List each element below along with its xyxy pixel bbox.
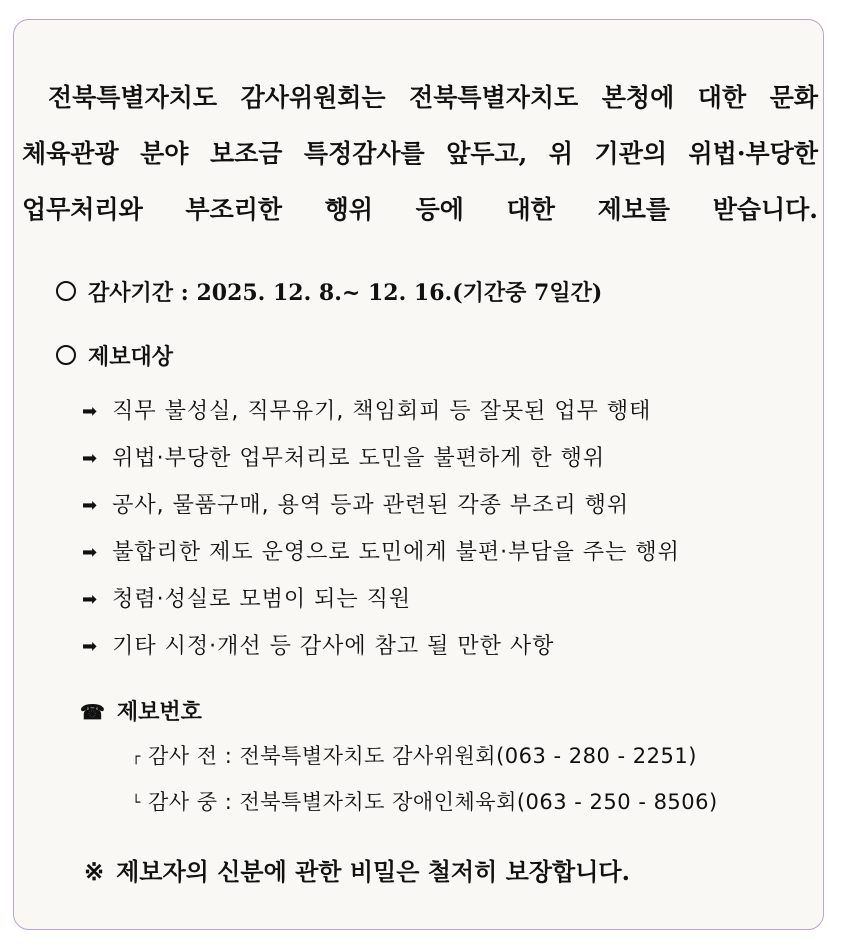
list-item-text: 공사, 물품구매, 용역 등과 관련된 각종 부조리 행위 [112,493,630,518]
contact-during-audit [132,786,718,816]
corner-top-icon: ┌ [132,749,141,765]
contact-text: 감사 중 : 전북특별자치도 장애인체육회(063 - 250 - 8506) [148,790,718,814]
circle-bullet-icon [56,345,76,365]
notice-box [13,19,824,930]
contact-before-audit [132,740,697,770]
list-item [82,535,680,566]
list-item [82,394,651,425]
intro-line-1: 전북특별자치도 감사위원회는 전북특별자치도 본청에 대한 문화 [48,83,818,112]
corner-bottom-icon: └ [132,795,141,811]
list-item [82,629,554,660]
list-item [82,582,411,613]
arrow-right-icon: ➡ [82,636,99,657]
arrow-right-icon: ➡ [82,589,99,610]
intro-line-3: 업무처리와 부조리한 행위 등에 대한 제보를 받습니다. [22,195,818,224]
circle-bullet-icon [56,281,76,301]
report-targets-heading [56,340,173,371]
reference-mark-icon: ※ [84,857,105,886]
arrow-right-icon: ➡ [82,448,99,469]
contact-text: 감사 전 : 전북특별자치도 감사위원회(063 - 280 - 2251) [148,744,697,768]
arrow-right-icon: ➡ [82,542,99,563]
list-item-text: 청렴·성실로 모범이 되는 직원 [112,587,412,612]
list-item-text: 위법·부당한 업무처리로 도민을 불편하게 한 행위 [112,446,606,471]
list-item [82,488,629,519]
report-numbers-title: 제보번호 [116,699,202,725]
audit-period [56,276,602,307]
list-item-text: 직무 불성실, 직무유기, 책임회피 등 잘못된 업무 행태 [112,399,652,424]
arrow-right-icon: ➡ [82,495,99,516]
confidentiality-text: 제보자의 신분에 관한 비밀은 철저히 보장합니다. [116,857,630,886]
report-numbers-heading [80,695,202,726]
intro-line-2: 체육관광 분야 보조금 특정감사를 앞두고, 위 기관의 위법·부당한 [22,139,818,168]
list-item-text: 불합리한 제도 운영으로 도민에게 불편·부담을 주는 행위 [112,540,680,565]
confidentiality-note [84,852,630,887]
phone-icon: ☎ [80,700,105,724]
arrow-right-icon: ➡ [82,401,99,422]
list-item-text: 기타 시정·개선 등 감사에 참고 될 만한 사항 [112,634,555,659]
audit-period-text: 감사기간 : 2025. 12. 8.~ 12. 16.(기간중 7일간) [88,280,603,306]
report-targets-title: 제보대상 [88,344,174,370]
list-item [82,441,605,472]
